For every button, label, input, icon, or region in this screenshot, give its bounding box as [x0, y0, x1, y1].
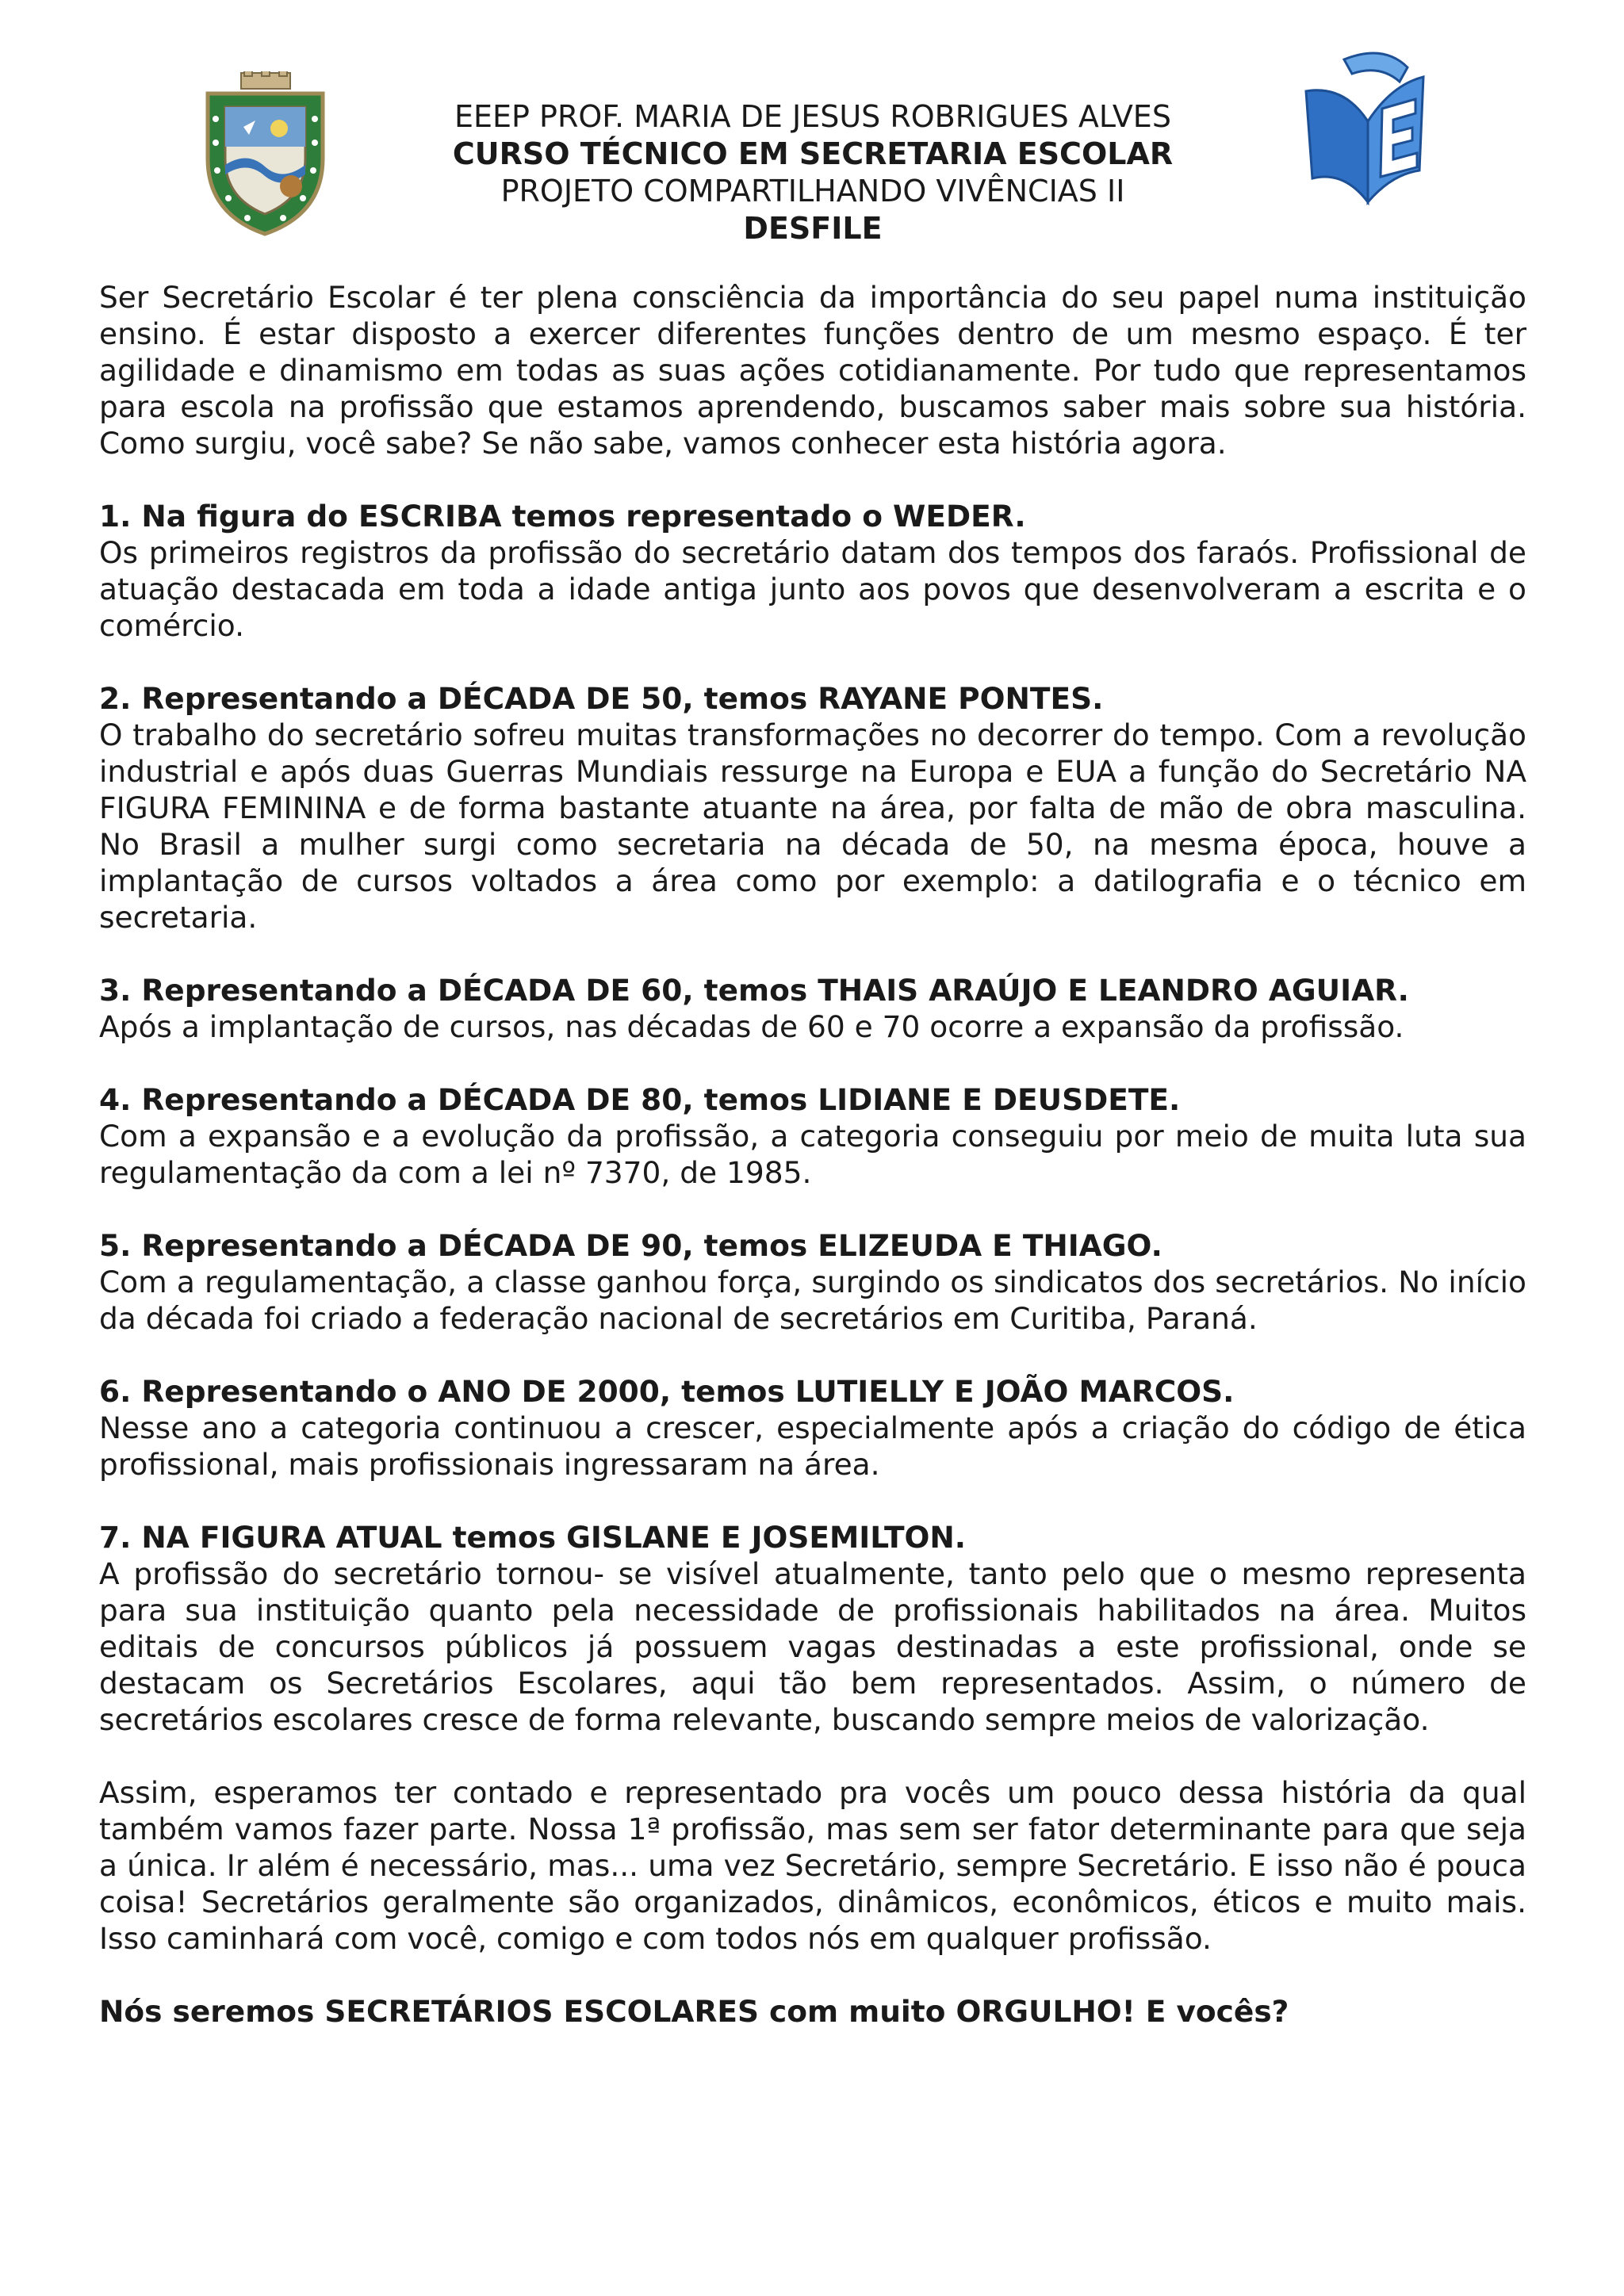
section-heading: 3. Representando a DÉCADA DE 60, temos THAIS ARAÚJO E LEANDRO AGUIAR.: [99, 973, 1409, 1008]
conclusion-paragraph: Assim, esperamos ter contado e representado pra vocês um pouco dessa história da qual também vamos fazer parte. Nossa 1ª profissão, mas sem ser fator determinante para que seja a única. Ir além é necessário, mas... uma vez Secretário, sempre Secretário. E isso não é pouca coisa! Secretários geralmente são organizados, dinâmicos, econômicos, éticos e muito mais. Isso caminhará com você, comigo e com todos nós em qualquer profissão.: [99, 1775, 1526, 1956]
school-name: EEEP PROF. MARIA DE JESUS ROBRIGUES ALVES: [454, 99, 1171, 134]
document-header: [333, 98, 1293, 247]
section-text: Os primeiros registros da profissão do secretário datam dos tempos dos faraós. Profissional de atuação destacada em toda a idade antiga junto aos povos que desenvolveram a escrita e o comércio.: [99, 535, 1526, 643]
section-heading: 5. Representando a DÉCADA DE 90, temos ELIZEUDA E THIAGO.: [99, 1228, 1162, 1263]
book-e-logo-icon: [1289, 44, 1435, 230]
section-text: Após a implantação de cursos, nas décadas de 60 e 70 ocorre a expansão da profissão.: [99, 1009, 1404, 1044]
section-text: Com a regulamentação, a classe ganhou força, surgindo os sindicatos dos secretários. No início da década foi criado a federação nacional de secretários em Curitiba, Paraná.: [99, 1265, 1526, 1336]
event-title: DESFILE: [743, 211, 883, 246]
state-crest-icon: [200, 71, 331, 238]
section-heading: 7. NA FIGURA ATUAL temos GISLANE E JOSEMILTON.: [99, 1520, 967, 1555]
section-text: Com a expansão e a evolução da profissão, a categoria conseguiu por meio de muita luta sua regulamentação da com a lei nº 7370, de 1985.: [99, 1119, 1526, 1190]
closing-statement: Nós seremos SECRETÁRIOS ESCOLARES com muito ORGULHO! E vocês?: [99, 1994, 1289, 2029]
section-text: A profissão do secretário tornou- se visível atualmente, tanto pelo que o mesmo representa para sua instituição quanto pela necessidade de profissionais habilitados na área. Muitos editais de concursos públicos já possuem vagas destinadas a este profissional, onde se destacam os Secretários Escolares, aqui tão bem representados. Assim, o número de secretários escolares cresce de forma relevante, buscando sempre meios de valorização.: [99, 1556, 1526, 1737]
intro-paragraph: Ser Secretário Escolar é ter plena consciência da importância do seu papel numa instituição ensino. É estar disposto a exercer diferentes funções dentro de um mesmo espaço. É ter agilidade e dinamismo em todas as suas ações cotidianamente. Por tudo que representamos para escola na profissão que estamos aprendendo, buscamos saber mais sobre sua história. Como surgiu, você sabe? Se não sabe, vamos conhecer esta história agora.: [99, 280, 1526, 461]
section-heading: 1. Na figura do ESCRIBA temos representado o WEDER.: [99, 499, 1026, 534]
document-body: [99, 279, 1526, 2030]
section-text: O trabalho do secretário sofreu muitas transformações no decorrer do tempo. Com a revolução industrial e após duas Guerras Mundiais ressurge na Europa e EUA a função do Secretário NA FIGURA FEMININA e de forma bastante atuante na área, por falta de mão de obra masculina. No Brasil a mulher surgi como secretaria na década de 50, na mesma época, houve a implantação de cursos voltados a área como por exemplo: a datilografia e o técnico em secretaria.: [99, 718, 1526, 935]
section-heading: 2. Representando a DÉCADA DE 50, temos RAYANE PONTES.: [99, 681, 1104, 716]
section-heading: 6. Representando o ANO DE 2000, temos LUTIELLY E JOÃO MARCOS.: [99, 1374, 1235, 1409]
section-text: Nesse ano a categoria continuou a crescer, especialmente após a criação do código de ética profissional, mais profissionais ingressaram na área.: [99, 1410, 1526, 1482]
project-name: PROJETO COMPARTILHANDO VIVÊNCIAS II: [500, 174, 1125, 209]
section-heading: 4. Representando a DÉCADA DE 80, temos LIDIANE E DEUSDETE.: [99, 1082, 1181, 1117]
course-name: CURSO TÉCNICO EM SECRETARIA ESCOLAR: [452, 136, 1174, 171]
